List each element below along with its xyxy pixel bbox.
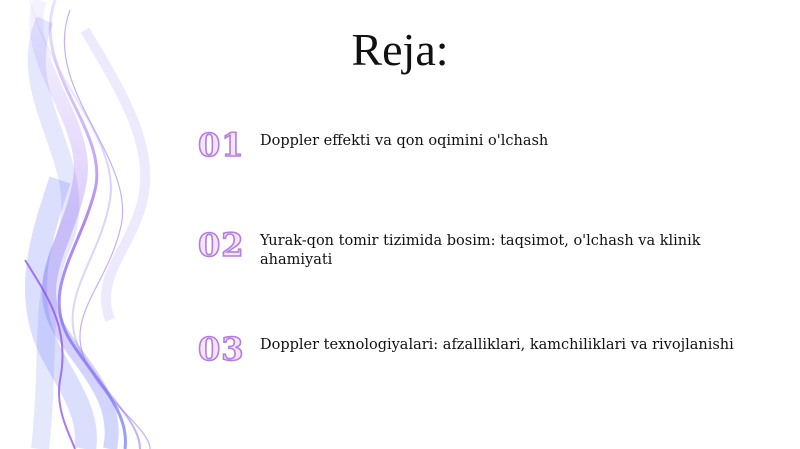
smoke-ribbon-decoration	[0, 0, 200, 449]
agenda-item	[198, 122, 758, 182]
agenda-item-number: 01	[198, 126, 245, 164]
agenda-item-text: Doppler effekti va qon oqimini o'lchash	[260, 133, 549, 149]
agenda-item-number: 02	[198, 226, 245, 264]
agenda-item-number: 03	[198, 330, 245, 368]
agenda-item-text: Yurak-qon tomir tizimida bosim: taqsimot, o'lchash va klinik ahamiyati	[260, 233, 701, 268]
agenda-item-text: Doppler texnologiyalari: afzalliklari, kamchiliklari va rivojlanishi	[260, 337, 734, 353]
slide-title: Reja:	[351, 24, 449, 75]
agenda-item	[198, 222, 758, 282]
agenda-item	[198, 326, 758, 386]
